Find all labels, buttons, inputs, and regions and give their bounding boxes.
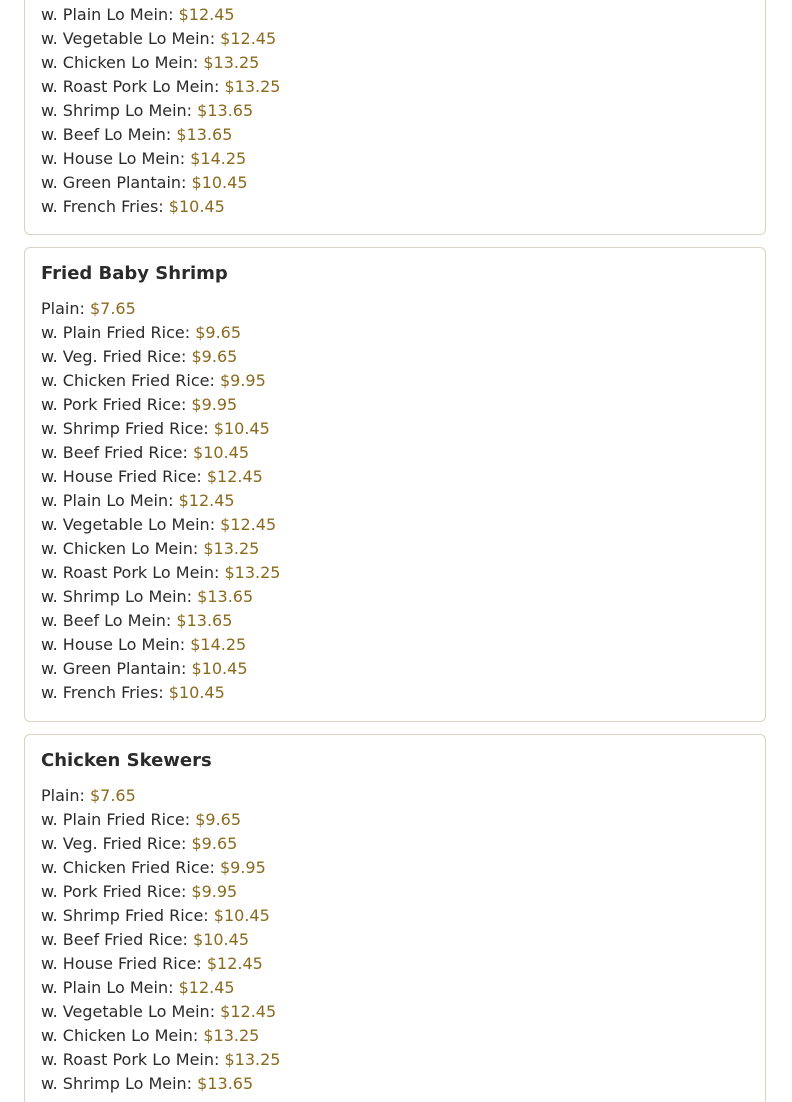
item-label: w. House Fried Rice: (41, 467, 202, 486)
item-price: $7.65 (89, 786, 136, 805)
item-price: $13.25 (203, 539, 260, 558)
item-label: Plain: (41, 299, 85, 318)
item-price: $12.45 (220, 1002, 277, 1021)
item-label: w. Shrimp Lo Mein: (41, 101, 193, 120)
item-price: $13.25 (224, 77, 281, 96)
item-price: $10.45 (191, 659, 248, 678)
item-price: $12.45 (206, 954, 263, 973)
menu-section-lo-mein-continued (24, 0, 766, 235)
item-price: $13.65 (197, 101, 254, 120)
menu-item (41, 441, 280, 465)
menu-item (41, 832, 280, 856)
item-label: w. French Fries: (41, 197, 164, 216)
menu-item (41, 928, 280, 952)
item-label: w. Veg. Fried Rice: (41, 834, 187, 853)
item-price: $12.45 (220, 515, 277, 534)
menu-item (41, 1000, 280, 1024)
menu-item (41, 537, 280, 561)
item-price: $13.65 (197, 587, 254, 606)
item-label: w. Chicken Fried Rice: (41, 858, 215, 877)
item-price: $14.25 (190, 635, 247, 654)
menu-item (41, 952, 280, 976)
menu-item (41, 561, 280, 585)
menu-item (41, 3, 280, 27)
item-label: w. House Lo Mein: (41, 635, 186, 654)
menu-item (41, 489, 280, 513)
item-label: Plain: (41, 786, 85, 805)
menu-item (41, 585, 280, 609)
item-price: $9.65 (195, 323, 242, 342)
menu-section-fried-baby-shrimp (24, 247, 766, 722)
item-price: $10.45 (168, 683, 225, 702)
menu-item (41, 27, 280, 51)
menu-item (41, 465, 280, 489)
item-price: $13.65 (176, 611, 233, 630)
item-label: w. Chicken Lo Mein: (41, 539, 199, 558)
item-label: w. Plain Fried Rice: (41, 323, 191, 342)
menu-item (41, 393, 280, 417)
item-price: $14.25 (190, 149, 247, 168)
menu-item (41, 195, 280, 219)
menu-item (41, 99, 280, 123)
menu-item (41, 609, 280, 633)
item-price: $7.65 (89, 299, 136, 318)
item-label: w. Beef Fried Rice: (41, 443, 188, 462)
menu-item (41, 681, 280, 705)
menu-section-chicken-skewers (24, 734, 766, 1102)
item-price: $13.25 (203, 1026, 260, 1045)
item-price: $10.45 (193, 930, 249, 949)
item-label: w. Shrimp Lo Mein: (41, 587, 193, 606)
menu-item (41, 808, 280, 832)
menu-item (41, 321, 280, 345)
item-price: $12.45 (220, 29, 277, 48)
item-price: $9.65 (195, 810, 242, 829)
item-label: w. Chicken Fried Rice: (41, 371, 215, 390)
item-price: $10.45 (193, 443, 249, 462)
menu-item-list (41, 784, 280, 1096)
item-label: w. Green Plantain: (41, 659, 187, 678)
item-price: $10.45 (168, 197, 225, 216)
item-label: w. Veg. Fried Rice: (41, 347, 187, 366)
item-label: w. Green Plantain: (41, 173, 187, 192)
menu-item (41, 123, 280, 147)
item-label: w. Roast Pork Lo Mein: (41, 77, 220, 96)
item-label: w. Pork Fried Rice: (41, 395, 187, 414)
item-label: w. Beef Lo Mein: (41, 611, 172, 630)
item-price: $13.25 (224, 563, 281, 582)
menu-item (41, 75, 280, 99)
item-label: w. Plain Lo Mein: (41, 978, 174, 997)
item-price: $9.95 (191, 395, 238, 414)
item-label: w. Pork Fried Rice: (41, 882, 187, 901)
menu-item (41, 1072, 280, 1096)
menu-item (41, 1048, 280, 1072)
item-label: w. Plain Lo Mein: (41, 5, 174, 24)
item-price: $13.25 (224, 1050, 281, 1069)
menu-item (41, 784, 280, 808)
menu-item (41, 880, 280, 904)
menu-item (41, 856, 280, 880)
item-price: $12.45 (178, 5, 235, 24)
item-price: $9.65 (191, 834, 238, 853)
item-label: w. House Lo Mein: (41, 149, 186, 168)
item-label: w. House Fried Rice: (41, 954, 202, 973)
menu-item-list (41, 297, 280, 705)
item-label: w. Shrimp Fried Rice: (41, 906, 209, 925)
menu-item (41, 345, 280, 369)
item-price: $10.45 (213, 906, 270, 925)
item-price: $12.45 (178, 491, 235, 510)
item-price: $9.95 (219, 371, 266, 390)
item-label: w. Vegetable Lo Mein: (41, 29, 216, 48)
item-price: $12.45 (178, 978, 235, 997)
menu-item (41, 633, 280, 657)
section-title: Chicken Skewers (41, 750, 212, 771)
item-price: $9.65 (191, 347, 238, 366)
menu-item (41, 417, 280, 441)
menu-item (41, 904, 280, 928)
item-price: $10.45 (191, 173, 248, 192)
item-label: w. Roast Pork Lo Mein: (41, 1050, 220, 1069)
item-label: w. Shrimp Lo Mein: (41, 1074, 193, 1093)
item-price: $13.65 (176, 125, 233, 144)
item-label: w. Shrimp Fried Rice: (41, 419, 209, 438)
item-price: $12.45 (206, 467, 263, 486)
item-label: w. Beef Fried Rice: (41, 930, 188, 949)
item-price: $13.65 (197, 1074, 254, 1093)
menu-item (41, 976, 280, 1000)
item-label: w. Vegetable Lo Mein: (41, 1002, 216, 1021)
item-price: $9.95 (219, 858, 266, 877)
menu-item (41, 297, 280, 321)
item-label: w. Beef Lo Mein: (41, 125, 172, 144)
menu-item (41, 513, 280, 537)
menu-item (41, 369, 280, 393)
item-label: w. Plain Fried Rice: (41, 810, 191, 829)
menu-item (41, 657, 280, 681)
item-label: w. Chicken Lo Mein: (41, 1026, 199, 1045)
menu-item (41, 171, 280, 195)
menu-item (41, 1024, 280, 1048)
section-title: Fried Baby Shrimp (41, 263, 228, 284)
item-label: w. Plain Lo Mein: (41, 491, 174, 510)
item-label: w. Vegetable Lo Mein: (41, 515, 216, 534)
item-label: w. French Fries: (41, 683, 164, 702)
item-label: w. Chicken Lo Mein: (41, 53, 199, 72)
menu-item (41, 51, 280, 75)
item-price: $10.45 (213, 419, 270, 438)
menu-item-list (41, 3, 280, 219)
item-price: $13.25 (203, 53, 260, 72)
item-label: w. Roast Pork Lo Mein: (41, 563, 220, 582)
menu-item (41, 147, 280, 171)
item-price: $9.95 (191, 882, 238, 901)
